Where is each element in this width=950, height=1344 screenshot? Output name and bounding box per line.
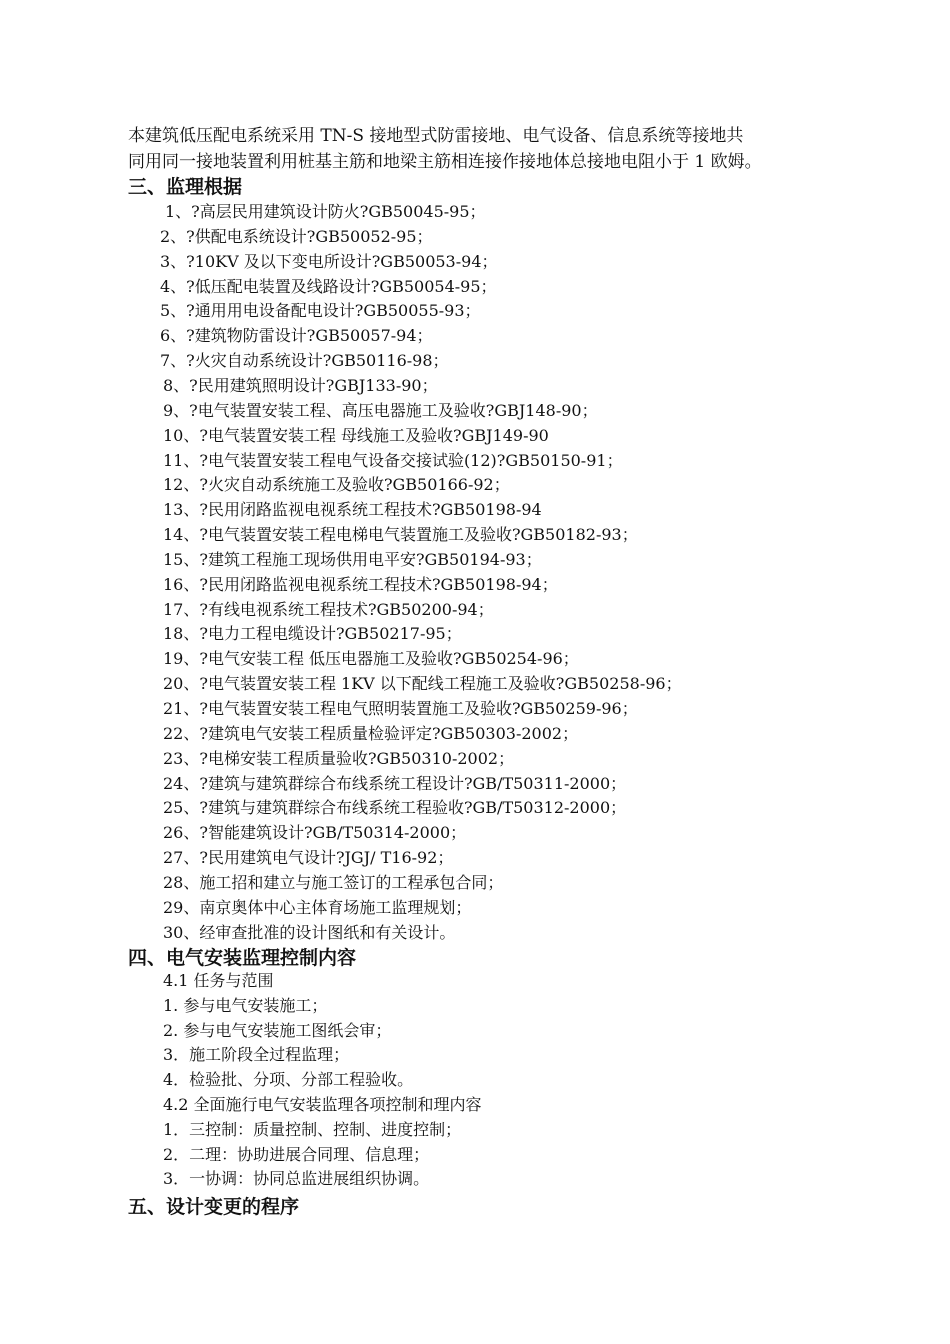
reference-item: 5、?通用用电设备配电设计?GB50055-93； (160, 301, 481, 321)
reference-item: 17、?有线电视系统工程技术?GB50200-94； (163, 599, 494, 619)
reference-item: 26、?智能建筑设计?GB/T50314-2000； (163, 823, 467, 843)
reference-item: 16、?民用闭路监视电视系统工程技术?GB50198-94； (163, 574, 558, 594)
reference-item: 2、?供配电系统设计?GB50052-95； (160, 226, 433, 246)
reference-item: 18、?电力工程电缆设计?GB50217-95； (163, 624, 462, 644)
reference-item: 28、施工招和建立与施工签订的工程承包合同； (163, 872, 504, 892)
intro-paragraph (128, 123, 828, 175)
reference-item: 4、?低压配电装置及线路设计?GB50054-95； (160, 276, 497, 296)
section-heading: 四、电气安装监理控制内容 (128, 947, 357, 969)
reference-item: 29、南京奥体中心主体育场施工监理规划； (163, 897, 472, 917)
reference-item: 24、?建筑与建筑群综合布线系统工程设计?GB/T50311-2000； (163, 773, 627, 793)
reference-item: 1、?高层民用建筑设计防火?GB50045-95； (165, 202, 486, 221)
content-item: 2. 参与电气安装施工图纸会审； (163, 1020, 392, 1040)
reference-item: 25、?建筑与建筑群综合布线系统工程验收?GB/T50312-2000； (163, 798, 627, 818)
reference-item: 22、?建筑电气安装工程质量检验评定?GB50303-2002； (163, 723, 579, 743)
intro-line: 本建筑低压配电系统采用 TN-S 接地型式防雷接地、电气设备、信息系统等接地共 (128, 126, 744, 146)
reference-item: 27、?民用建筑电气设计?JGJ/ T16-92； (163, 848, 454, 868)
content-item: 2．二理：协助进展合同理、信息理； (163, 1144, 430, 1164)
content-item: 1．三控制：质量控制、控制、进度控制； (163, 1119, 462, 1139)
reference-item: 8、?民用建筑照明设计?GBJ133-90； (163, 375, 438, 395)
reference-item: 19、?电气安装工程 低压电器施工及验收?GB50254-96； (163, 649, 579, 669)
reference-item: 21、?电气装置安装工程电气照明装置施工及验收?GB50259-96； (163, 699, 638, 718)
reference-item: 9、?电气装置安装工程、高压电器施工及验收?GBJ148-90； (163, 400, 598, 420)
section-heading: 五、设计变更的程序 (128, 1196, 300, 1218)
reference-item: 12、?火灾自动系统施工及验收?GB50166-92； (163, 475, 510, 495)
content-item: 3．一协调：协同总监进展组织协调。 (163, 1169, 430, 1189)
reference-item: 11、?电气装置安装工程电气设备交接试验(12)?GB50150-91； (163, 450, 623, 470)
reference-item: 7、?火灾自动系统设计?GB50116-98； (160, 351, 449, 371)
intro-line: 同用同一接地装置利用桩基主筋和地梁主筋相连接作接地体总接地电阻小于 1 欧姆。 (128, 152, 762, 172)
reference-item: 14、?电气装置安装工程电梯电气装置施工及验收?GB50182-93； (163, 525, 638, 545)
reference-item: 13、?民用闭路监视电视系统工程技术?GB50198-94 (163, 500, 542, 520)
reference-item: 3、?10KV 及以下变电所设计?GB50053-94； (160, 251, 498, 271)
reference-item: 6、?建筑物防雷设计?GB50057-94； (160, 326, 433, 346)
reference-item: 30、经审查批准的设计图纸和有关设计。 (163, 922, 456, 942)
content-item: 4．检验批、分项、分部工程验收。 (163, 1070, 414, 1090)
section-heading: 三、监理根据 (128, 176, 243, 198)
reference-item: 23、?电梯安装工程质量验收?GB50310-2002； (163, 748, 515, 768)
content-item: 1. 参与电气安装施工； (163, 995, 328, 1015)
reference-item: 20、?电气装置安装工程 1KV 以下配线工程施工及验收?GB50258-96； (163, 674, 682, 694)
reference-item: 10、?电气装置安装工程 母线施工及验收?GBJ149-90 (163, 425, 549, 445)
content-item: 4.2 全面施行电气安装监理各项控制和理内容 (163, 1095, 482, 1114)
content-item: 4.1 任务与范围 (163, 971, 274, 990)
reference-item: 15、?建筑工程施工现场供用电平安?GB50194-93； (163, 549, 542, 569)
content-item: 3．施工阶段全过程监理； (163, 1045, 350, 1065)
